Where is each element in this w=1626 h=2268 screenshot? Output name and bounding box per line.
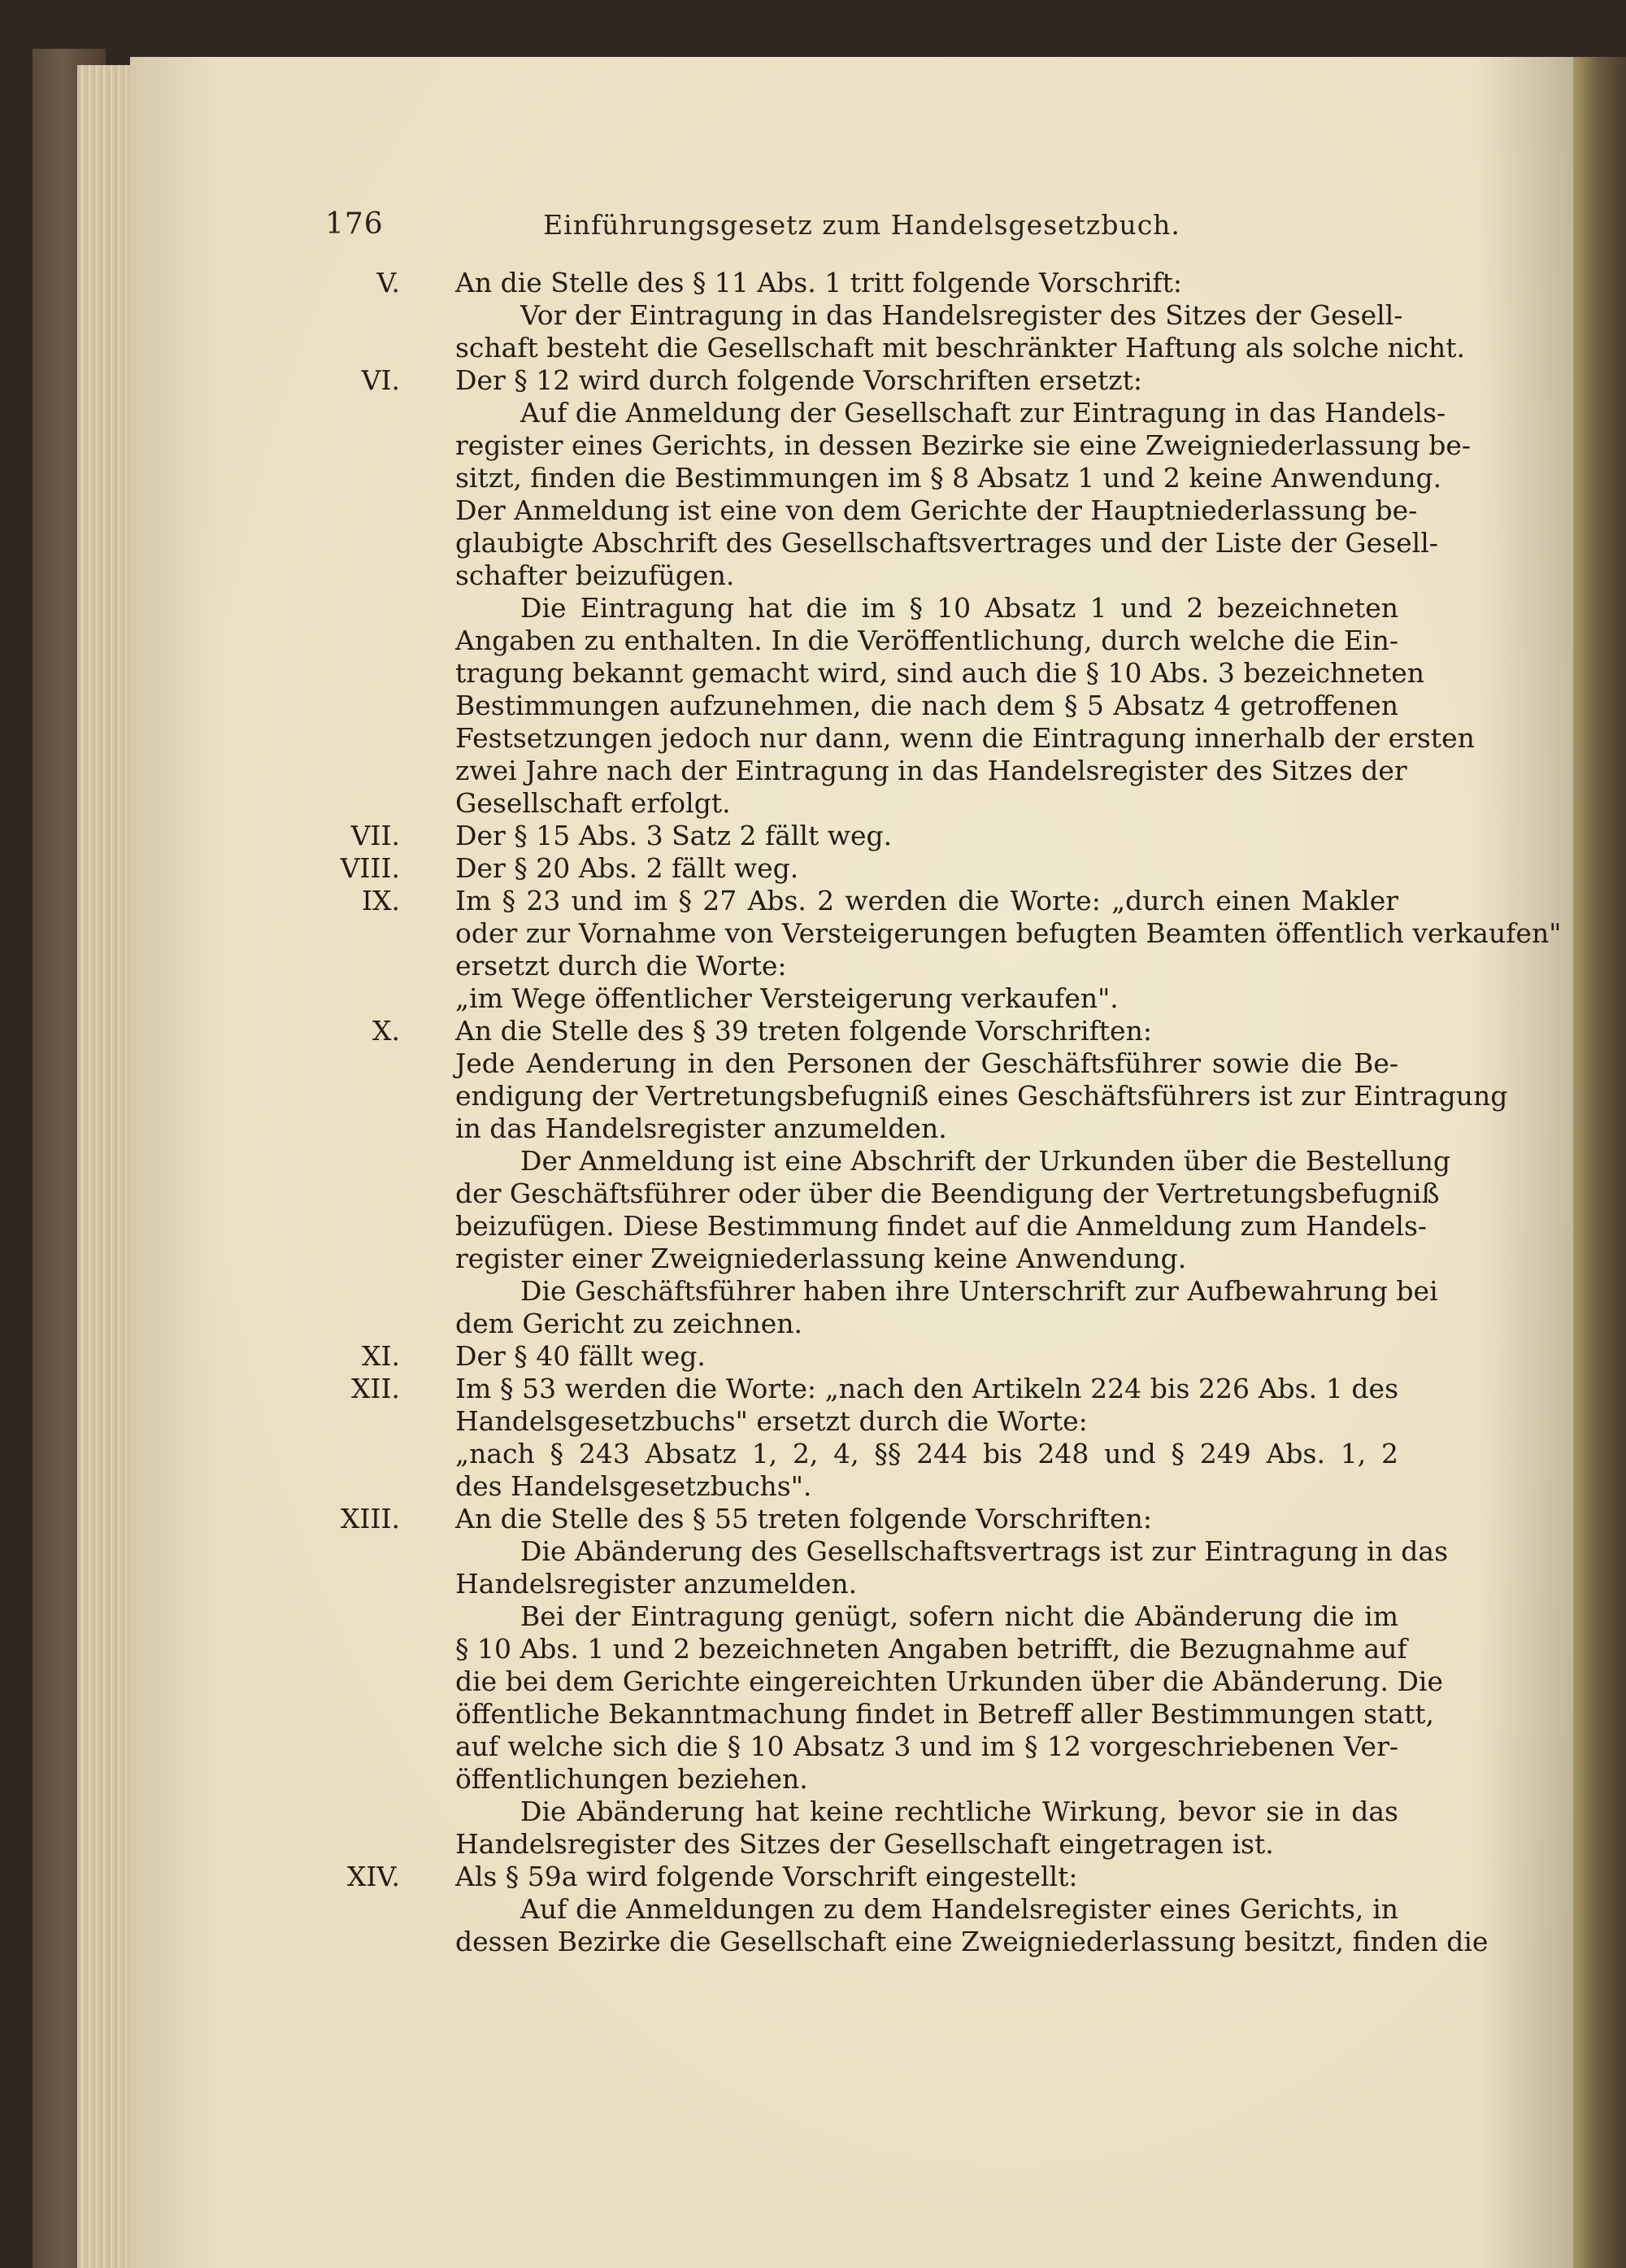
- book-gutter: [1573, 57, 1626, 2268]
- text-line: endigung der Vertretungsbefugniß eines Geschäftsführers ist zur Eintragung: [455, 1080, 1508, 1112]
- section-number: XIII.: [340, 1503, 400, 1534]
- text-line: Gesellschaft erfolgt.: [455, 787, 731, 819]
- text-line: Die Eintragung hat die im § 10 Absatz 1 und 2 bezeichneten: [520, 592, 1398, 624]
- text-line: Im § 53 werden die Worte: „nach den Artikeln 224 bis 226 Abs. 1 des: [455, 1373, 1398, 1404]
- text-line: Auf die Anmeldungen zu dem Handelsregister eines Gerichts, in: [520, 1893, 1398, 1925]
- text-line: glaubigte Abschrift des Gesellschaftsvertrages und der Liste der Gesell-: [455, 527, 1438, 559]
- section-number: VIII.: [340, 852, 400, 884]
- section-number: VII.: [350, 820, 400, 851]
- text-line: Im § 23 und im § 27 Abs. 2 werden die Worte: „durch einen Makler: [455, 885, 1398, 916]
- section-number: X.: [372, 1015, 400, 1047]
- text-line: Der § 12 wird durch folgende Vorschriften ersetzt:: [455, 364, 1142, 396]
- text-line: sitzt, finden die Bestimmungen im § 8 Absatz 1 und 2 keine Anwendung.: [455, 462, 1442, 494]
- text-line: dessen Bezirke die Gesellschaft eine Zweigniederlassung besitzt, finden die: [455, 1926, 1489, 1957]
- text-line: § 10 Abs. 1 und 2 bezeichneten Angaben betrifft, die Bezugnahme auf: [455, 1633, 1407, 1665]
- section: [325, 885, 1562, 1015]
- section: [325, 1340, 1398, 1373]
- text-line: schaft besteht die Gesellschaft mit beschränkter Haftung als solche nicht.: [455, 332, 1465, 363]
- running-title: Einführungsgesetz zum Handelsgesetzbuch.: [543, 209, 1180, 241]
- text-line: Festsetzungen jedoch nur dann, wenn die Eintragung innerhalb der ersten: [455, 722, 1475, 754]
- text-line: An die Stelle des § 39 treten folgende Vorschriften:: [455, 1015, 1152, 1047]
- page-header: [325, 207, 1398, 248]
- section: [325, 1503, 1448, 1861]
- text-line: An die Stelle des § 11 Abs. 1 tritt folgende Vorschrift:: [455, 267, 1183, 298]
- section-number: V.: [376, 267, 400, 298]
- text-line: Der Anmeldung ist eine von dem Gerichte der Hauptniederlassung be-: [455, 494, 1418, 526]
- text-line: des Handelsgesetzbuchs".: [455, 1470, 812, 1502]
- text-line: register eines Gerichts, in dessen Bezirke sie eine Zweigniederlassung be-: [455, 429, 1472, 461]
- text-line: beizufügen. Diese Bestimmung findet auf die Anmeldung zum Handels-: [455, 1210, 1428, 1242]
- text-line: Der Anmeldung ist eine Abschrift der Urkunden über die Bestellung: [520, 1145, 1450, 1177]
- section-number: VI.: [361, 364, 400, 396]
- page-body: [325, 267, 1562, 1958]
- text-line: An die Stelle des § 55 treten folgende Vorschriften:: [455, 1503, 1152, 1534]
- text-line: oder zur Vornahme von Versteigerungen befugten Beamten öffentlich verkaufen": [455, 917, 1562, 949]
- text-line: Der § 15 Abs. 3 Satz 2 fällt weg.: [455, 820, 893, 851]
- text-line: tragung bekannt gemacht wird, sind auch die § 10 Abs. 3 bezeichneten: [455, 657, 1425, 689]
- text-line: der Geschäftsführer oder über die Beendigung der Vertretungsbefugniß: [455, 1178, 1440, 1209]
- text-line: ersetzt durch die Worte:: [455, 950, 787, 982]
- text-line: Als § 59a wird folgende Vorschrift eingestellt:: [455, 1861, 1078, 1892]
- section-number: XII.: [350, 1373, 400, 1404]
- text-line: Vor der Eintragung in das Handelsregister des Sitzes der Gesell-: [520, 299, 1403, 331]
- text-line: Der § 20 Abs. 2 fällt weg.: [455, 852, 799, 884]
- section-number: XIV.: [346, 1861, 400, 1892]
- text-line: Angaben zu enthalten. In die Veröffentlichung, durch welche die Ein-: [455, 625, 1398, 656]
- text-line: Die Abänderung hat keine rechtliche Wirkung, bevor sie in das: [520, 1796, 1398, 1827]
- text-line: register einer Zweigniederlassung keine Anwendung.: [455, 1243, 1187, 1274]
- text-line: Bei der Eintragung genügt, sofern nicht die Abänderung die im: [520, 1600, 1398, 1632]
- text-line: Die Abänderung des Gesellschaftsvertrags ist zur Eintragung in das: [520, 1535, 1448, 1567]
- text-line: die bei dem Gerichte eingereichten Urkunden über die Abänderung. Die: [455, 1665, 1444, 1697]
- text-line: Handelsregister des Sitzes der Gesellschaft eingetragen ist.: [455, 1828, 1274, 1860]
- section-number: IX.: [361, 885, 400, 916]
- section: [325, 820, 1398, 852]
- text-line: zwei Jahre nach der Eintragung in das Handelsregister des Sitzes der: [455, 755, 1407, 786]
- text-line: öffentliche Bekanntmachung findet in Betreff aller Bestimmungen statt,: [455, 1698, 1434, 1730]
- section-number: XI.: [361, 1340, 400, 1372]
- text-line: öffentlichungen beziehen.: [455, 1763, 808, 1795]
- text-line: Jede Aenderung in den Personen der Geschäftsführer sowie die Be-: [455, 1047, 1398, 1079]
- text-line: schafter beizufügen.: [455, 559, 735, 591]
- section: [325, 1373, 1398, 1503]
- text-line: Bestimmungen aufzunehmen, die nach dem § 5 Absatz 4 getroffenen: [455, 690, 1398, 721]
- section: [325, 364, 1475, 820]
- text-line: Handelsregister anzumelden.: [455, 1568, 858, 1600]
- page-number: 176: [325, 207, 384, 241]
- text-line: „nach § 243 Absatz 1, 2, 4, §§ 244 bis 248 und § 249 Abs. 1, 2: [455, 1438, 1398, 1469]
- text-line: Handelsgesetzbuchs" ersetzt durch die Worte:: [455, 1405, 1088, 1437]
- text-line: Der § 40 fällt weg.: [455, 1340, 706, 1372]
- section: [325, 267, 1465, 364]
- text-line: Auf die Anmeldung der Gesellschaft zur Eintragung in das Handels-: [520, 397, 1446, 429]
- text-line: dem Gericht zu zeichnen.: [455, 1308, 803, 1339]
- text-line: „im Wege öffentlicher Versteigerung verkaufen".: [455, 982, 1119, 1014]
- text-line: auf welche sich die § 10 Absatz 3 und im § 12 vorgeschriebenen Ver-: [455, 1730, 1398, 1762]
- section: [325, 1861, 1489, 1958]
- section: [325, 1015, 1508, 1340]
- text-line: in das Handelsregister anzumelden.: [455, 1112, 947, 1144]
- text-line: Die Geschäftsführer haben ihre Unterschrift zur Aufbewahrung bei: [520, 1275, 1438, 1307]
- section: [325, 852, 1398, 885]
